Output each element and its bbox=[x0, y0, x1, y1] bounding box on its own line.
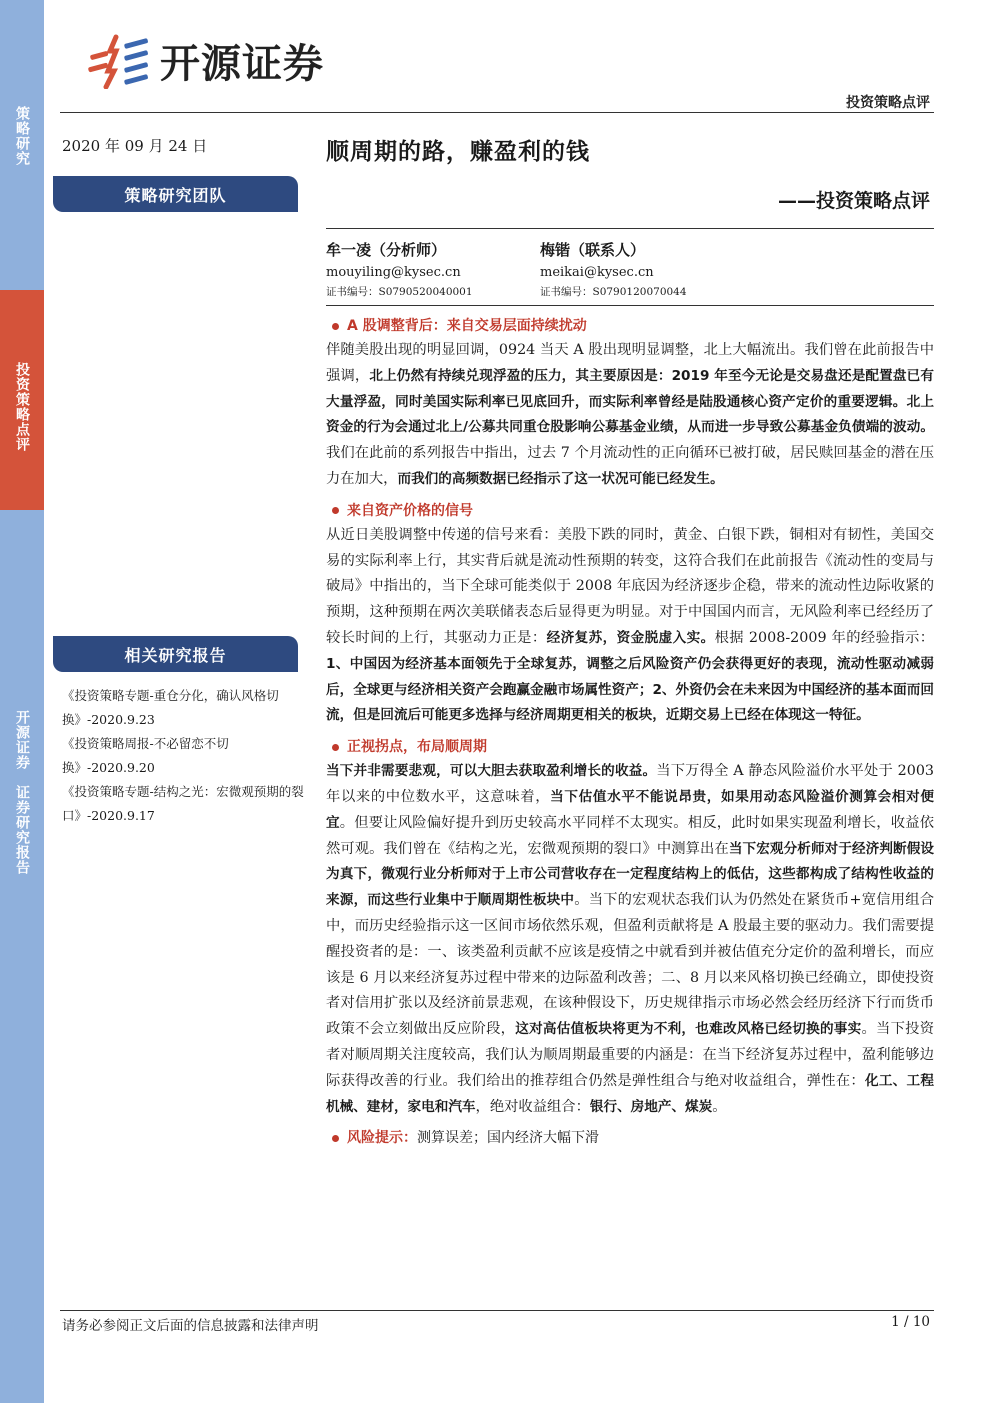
risk-label: 风险提示： bbox=[347, 1130, 417, 1147]
header-divider bbox=[60, 112, 934, 113]
logo-mark-icon bbox=[86, 31, 152, 89]
risk-text: 测算误差；国内经济大幅下滑 bbox=[417, 1130, 599, 1147]
bullet-icon bbox=[332, 744, 339, 751]
report-title: 顺周期的路，赚盈利的钱 bbox=[326, 139, 590, 165]
related-report-link[interactable]: 《投资策略周报-不必留恋不切换》-2020.9.20 bbox=[62, 736, 229, 775]
author-card bbox=[540, 238, 687, 300]
author-cert: 证书编号：S0790520040001 bbox=[326, 286, 473, 298]
brand-name: 开源证券 bbox=[160, 40, 324, 87]
author-cert: 证书编号：S0790120070044 bbox=[540, 286, 687, 298]
bullet-icon bbox=[332, 1135, 339, 1142]
section-paragraph: 从近日美股调整中传递的信号来看：美股下跌的同时，黄金、白银下跌，铜相对有韧性，美国交易的实际利率上行，其实背后就是流动性预期的转变，这符合我们在此前报告《流动性的变局与破局》中指出的，当下全球可能类似于 2008 年底因为经济逐步企稳，带来的流动性边际收紧的预期，这种预期在两次美联储表态后显得更为明显。对于中国国内而言，无风险利率已经经历了较长时间的上行，其驱动力正是：经济复苏，资金脱虚入实。根据 2008-2009 年的经验指示：1、中国因为经济基本面领先于全球复苏，调整之后风险资产仍会获得更好的表现，流动性驱动减弱后，全球更与经济相关资产会跑赢金融市场属性资产；2、外资仍会在未来因为中国经济的基本面而回流，但是回流后可能更多选择与经济周期更相关的板块，近期交易上已经在体现这一特征。 bbox=[326, 526, 935, 724]
author-name: 牟一凌（分析师） bbox=[326, 241, 447, 259]
report-body bbox=[326, 314, 934, 1150]
brand-logo bbox=[86, 30, 386, 90]
footer-divider bbox=[60, 1310, 934, 1311]
report-subtitle: ——投资策略点评 bbox=[777, 190, 930, 212]
author-email[interactable]: meikai@kysec.cn bbox=[540, 265, 654, 280]
bullet-icon bbox=[332, 507, 339, 514]
section bbox=[326, 314, 934, 493]
section-heading: A 股调整背后：来自交易层面持续扰动 bbox=[326, 314, 934, 338]
author-email[interactable]: mouyiling@kysec.cn bbox=[326, 265, 461, 280]
footer-disclaimer: 请务必参阅正文后面的信息披露和法律声明 bbox=[62, 1318, 319, 1334]
section bbox=[326, 499, 934, 729]
related-reports-heading: 相关研究报告 bbox=[53, 636, 298, 672]
related-report-link[interactable]: 《投资策略专题-结构之光：宏微观预期的裂口》-2020.9.17 bbox=[62, 784, 304, 823]
related-reports-list bbox=[62, 684, 307, 828]
section bbox=[326, 735, 934, 1120]
author-name: 梅锴（联系人） bbox=[540, 241, 646, 259]
page-number: 1 / 10 bbox=[891, 1314, 930, 1330]
sidebar bbox=[0, 0, 44, 1403]
report-date: 2020 年 09 月 24 日 bbox=[62, 137, 208, 155]
related-report-link[interactable]: 《投资策略专题-重仓分化，确认风格切换》-2020.9.23 bbox=[62, 688, 279, 727]
team-label: 策略研究团队 bbox=[53, 176, 298, 212]
section-paragraph: 当下并非需要悲观，可以大胆去获取盈利增长的收益。当下万得全 A 静态风险溢价水平处于 2003 年以来的中位数水平，这意味着，当下估值水平不能说昂贵，如果用动态风险溢价测算会相对便宜。但要让风险偏好提升到历史较高水平同样不太现实。相反，此时如果实现盈利增长，收益依然可观。我们曾在《结构之光，宏微观预期的裂口》中测算出在当下宏观分析师对于经济判断假设为真下，微观行业分析师对于上市公司营收存在一定程度结构上的低估，这些都构成了结构性收益的来源，而这些行业集中于顺周期性板块中。当下的宏观状态我们认为仍然处在紧货币+宽信用组合中，而历史经验指示这一区间市场依然乐观，但盈利贡献将是 A 股最主要的驱动力。我们需要提醒投资者的是：一、该类盈利贡献不应该是疫情之中就看到并被估值充分定价的盈利增长，而应该是 6 月以来经济复苏过程中带来的边际盈利改善；二、8 月以来风格切换已经确立，即使投资者对信用扩张以及经济前景悲观，在该种假设下，历史规律指示市场必然会经历经济下行而货币政策不会立刻做出反应阶段，这对高估值板块将更为不利，也难改风格已经切换的事实。当下投资者对顺周期关注度较高，我们认为顺周期最重要的内涵是：在当下经济复苏过程中，盈利能够边际获得改善的行业。我们给出的推荐组合仍然是弹性组合与绝对收益组合，弹性在：化工、工程机械、建材，家电和汽车，绝对收益组合：银行、房地产、煤炭。 bbox=[326, 763, 935, 1115]
header-category: 投资策略点评 bbox=[846, 95, 930, 111]
sidebar-segment-strategy: 策略研究 bbox=[0, 0, 44, 290]
author-card bbox=[326, 238, 473, 300]
bullet-icon bbox=[332, 323, 339, 330]
section-heading: 正视拐点，布局顺周期 bbox=[326, 735, 934, 759]
author-divider bbox=[326, 305, 934, 306]
title-divider bbox=[326, 228, 934, 229]
section-heading: 来自资产价格的信号 bbox=[326, 499, 934, 523]
sidebar-segment-category: 投资策略点评 bbox=[0, 290, 44, 510]
section-paragraph: 伴随美股出现的明显回调，0924 当天 A 股出现明显调整，北上大幅流出。我们曾在此前报告中强调，北上仍然有持续兑现浮盈的压力，其主要原因是：2019 年至今无论是交易盘还是配置盘已有大量浮盈，同时美国实际利率已见底回升，而实际利率曾经是陆股通核心资产定价的重要逻辑。北上资金的行为会通过北上/公募共同重仓股影响公募基金业绩，从而进一步导致公募基金负债端的波动。我们在此前的系列报告中指出，过去 7 个月流动性的正向循环已被打破，居民赎回基金的潜在压力在加大，而我们的高频数据已经指示了这一状况可能已经发生。 bbox=[326, 342, 934, 487]
sidebar-segment-brand: 开源证券 证券研究报告 bbox=[0, 510, 44, 1403]
risk-note bbox=[326, 1126, 934, 1150]
